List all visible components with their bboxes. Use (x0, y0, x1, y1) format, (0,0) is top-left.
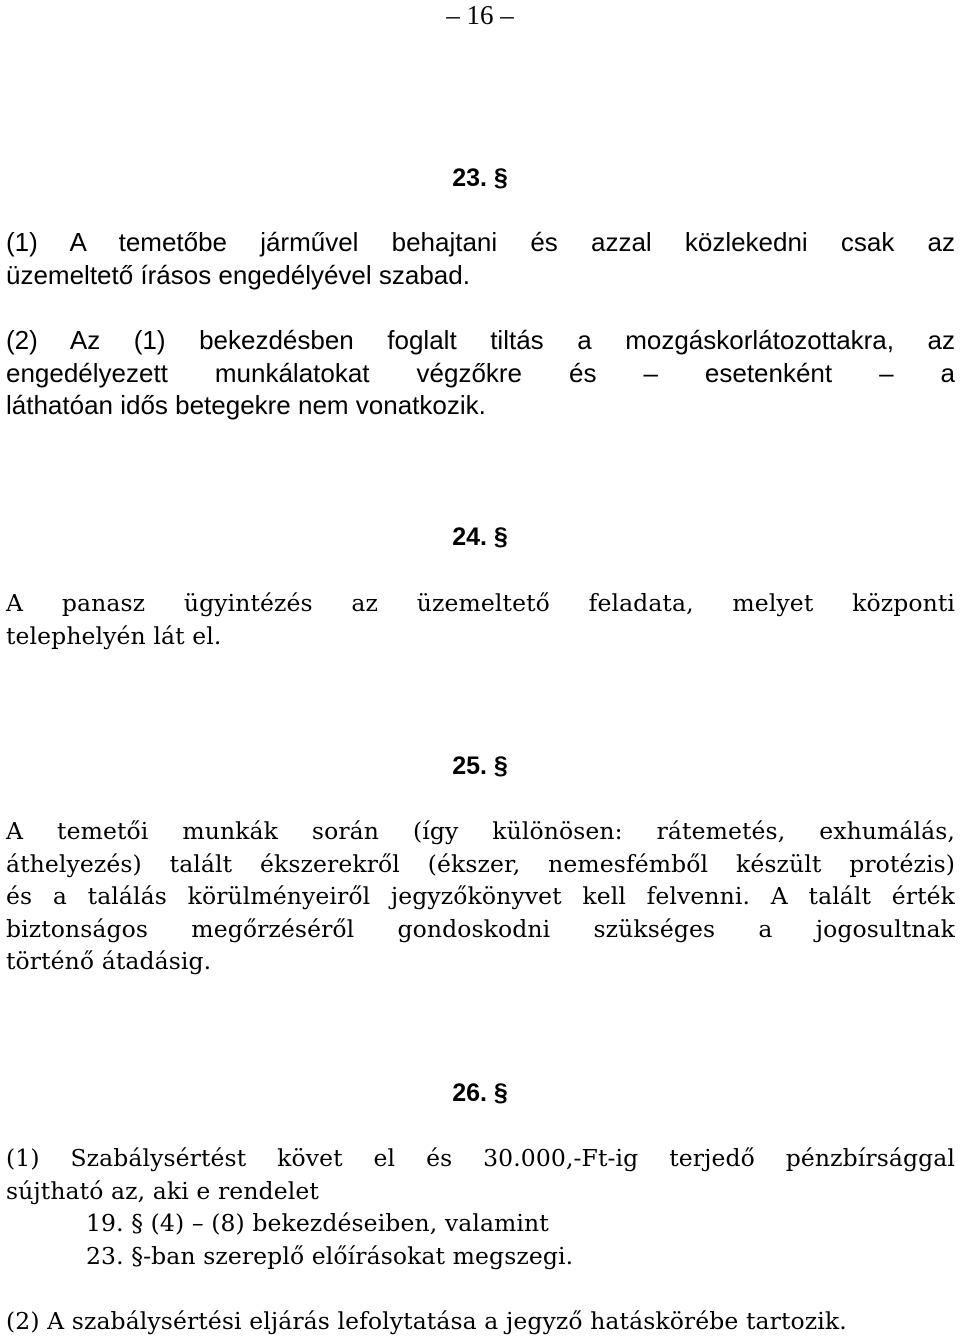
section-23-paragraph-1 (6, 226, 955, 291)
text-line: 19. § (4) – (8) bekezdéseiben, valamint (86, 1209, 549, 1237)
text-line: biztonságos megőrzéséről gondoskodni szükséges a jogosultnak (6, 914, 955, 943)
text-line: (2) Az (1) bekezdésben foglalt tiltás a mozgáskorlátozottakra, az (6, 325, 955, 355)
text-line: és a találás körülményeiről jegyzőkönyvet kell felvenni. A talált érték (6, 882, 955, 910)
page-number: – 16 – (446, 0, 514, 30)
section-23-paragraph-2 (6, 324, 955, 422)
section-heading-24: 24. § (452, 523, 508, 551)
text-line: A temetői munkák során (így különösen: rátemetés, exhumálás, (6, 817, 955, 845)
text-line: telephelyén lát el. (6, 621, 222, 650)
text-line: A panasz ügyintézés az üzemeltető feladata, melyet központi (6, 589, 955, 617)
text-line: (1) A temetőbe járművel behajtani és azzal közlekedni csak az (6, 227, 955, 257)
text-line: láthatóan idős betegekre nem vonatkozik. (6, 390, 486, 420)
section-heading-23: 23. § (452, 164, 508, 192)
section-heading-25: 25. § (452, 752, 508, 780)
section-24-paragraph-1 (6, 587, 955, 652)
text-line: engedélyezett munkálatokat végzőkre és – esetenként – a (6, 357, 955, 388)
text-line: (1) Szabálysértést követ el és 30.000,-Ft-ig terjedő pénzbírsággal (6, 1144, 955, 1172)
section-26-paragraph-1 (6, 1142, 955, 1272)
text-line: történő átadásig. (6, 947, 212, 975)
text-line: üzemeltető írásos engedélyével szabad. (6, 259, 470, 290)
text-line: (2) A szabálysértési eljárás lefolytatása a jegyző hatáskörébe tartozik. (6, 1307, 847, 1335)
text-line: áthelyezés) talált ékszerekről (ékszer, nemesfémből készült protézis) (6, 849, 955, 878)
section-heading-26: 26. § (452, 1079, 508, 1107)
text-line: 23. §-ban szereplő előírásokat megszegi. (86, 1241, 574, 1270)
section-25-paragraph-1 (6, 815, 955, 978)
text-line: sújtható az, aki e rendelet (6, 1176, 319, 1205)
section-26-paragraph-2 (6, 1305, 955, 1338)
